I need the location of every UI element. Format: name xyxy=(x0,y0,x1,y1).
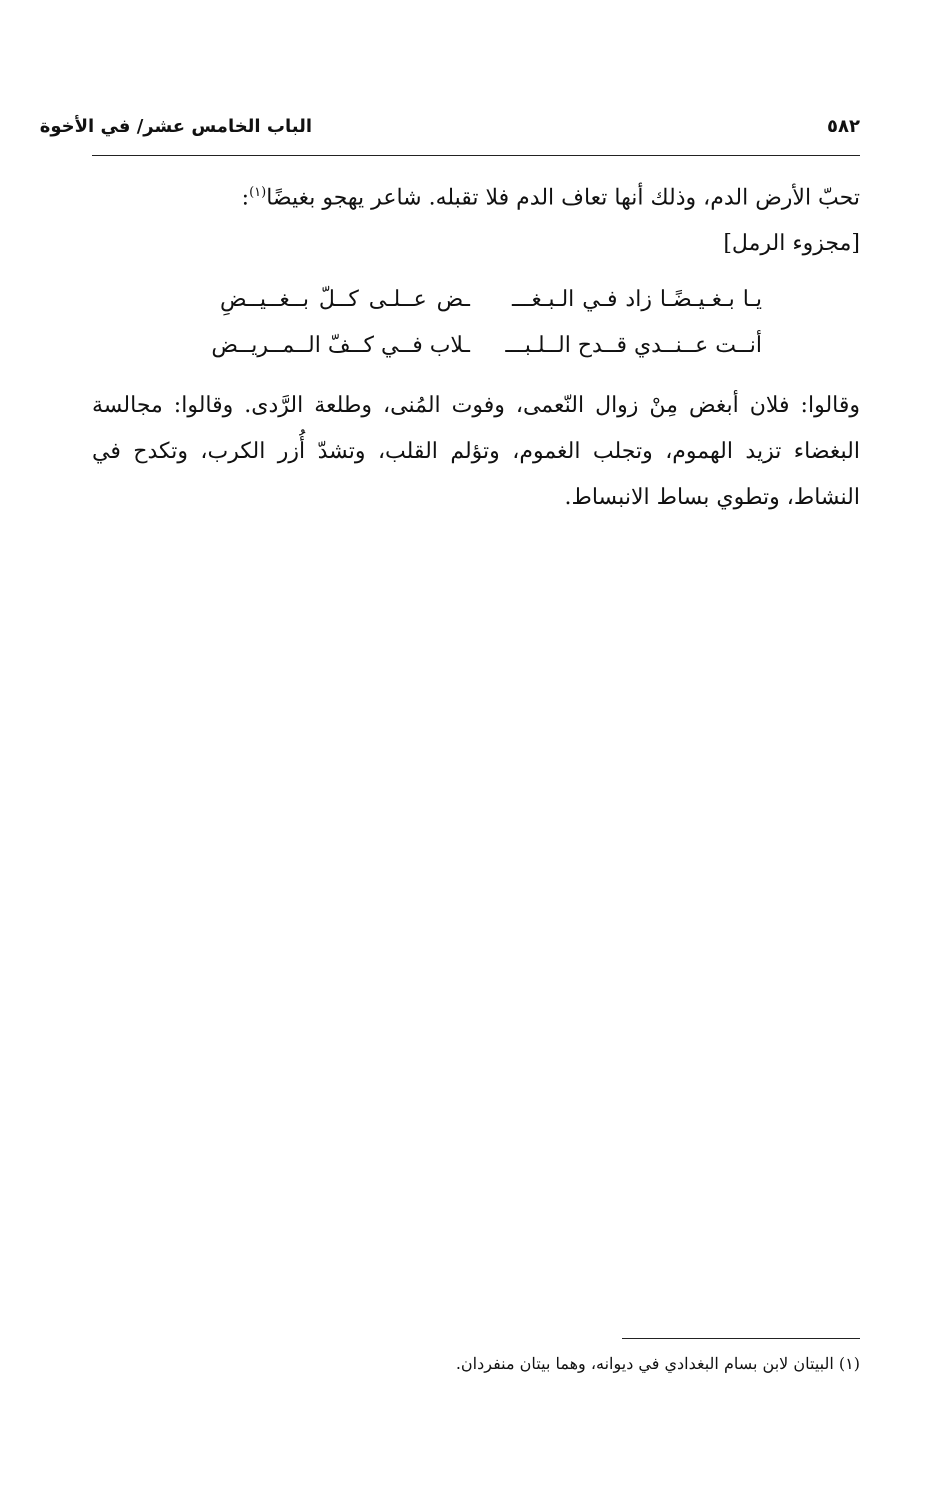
verse-first-hemistich: أنــت عــنــدي قــدح الــلـبـــ xyxy=(505,333,762,359)
page-number: ٥٨٢ xyxy=(827,116,860,137)
verse-second-hemistich: ـلاب فــي كــفّ الــمــريــض xyxy=(211,333,470,359)
main-text xyxy=(92,170,860,521)
chapter-title: الباب الخامس عشر/ في الأخوة xyxy=(39,116,312,137)
verse-block xyxy=(92,277,860,369)
paragraph-2: وقالوا: فلان أبغض مِنْ زوال النّعمى، وفوت المُنى، وطلعة الرَّدى. وقالوا: مجالسة البغضاء تزيد الهموم، وتجلب الغموم، وتؤلم القلب، وتشدّ أُزر الكرب، وتكدح في النشاط، وتطوي بساط الانبساط. xyxy=(92,393,860,511)
footnote-text: البيتان لابن بسام البغدادي في ديوانه، وهما بيتان منفردان. xyxy=(455,1354,834,1373)
verse-line xyxy=(92,323,860,369)
header-divider xyxy=(92,155,860,156)
paragraph-1-end: : xyxy=(241,185,250,211)
verse-line xyxy=(92,277,860,323)
running-header xyxy=(39,112,860,152)
meter-label: [مجزوء الرمل] xyxy=(723,231,860,257)
verse-first-hemistich: يـا بـغـيـضًـا زاد فـي الـبـغـــ xyxy=(512,287,762,313)
verse-second-hemistich: ـض عــلـى كــلّ بــغــيــضِ xyxy=(220,287,470,313)
footnote-marker: (١) xyxy=(838,1354,860,1373)
paragraph-1-text: تحبّ الأرض الدم، وذلك أنها تعاف الدم فلا تقبله. شاعر يهجو بغيضًا xyxy=(266,185,860,211)
footnote-divider xyxy=(622,1338,860,1339)
footnote xyxy=(92,1350,860,1378)
paragraph-1 xyxy=(92,170,860,221)
footnote-reference: (١) xyxy=(249,185,267,200)
